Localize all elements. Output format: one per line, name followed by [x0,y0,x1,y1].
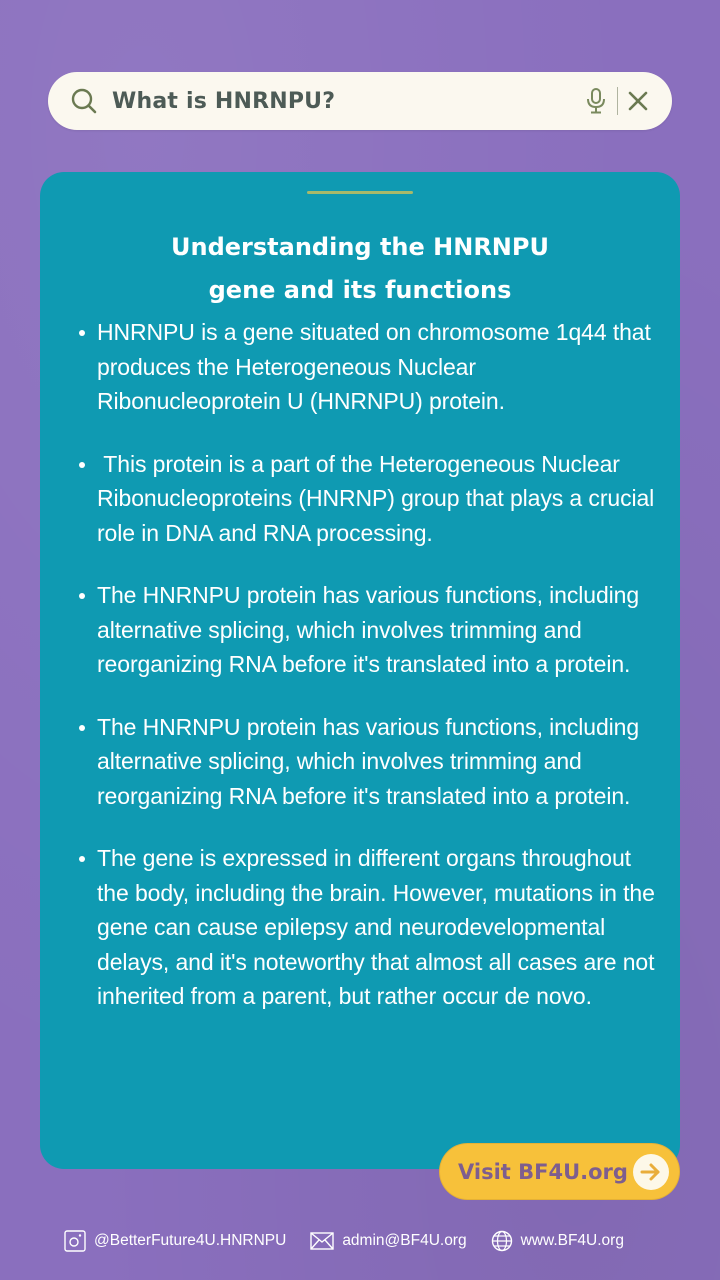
visit-button-label: Visit BF4U.org [458,1159,628,1184]
search-bar[interactable] [48,72,672,130]
close-icon[interactable] [626,89,650,113]
search-divider [617,87,618,115]
bullet-dot-icon [79,593,85,599]
instagram-icon [64,1230,86,1252]
mail-icon [310,1232,334,1250]
bullet-text: The gene is expressed in different organs throughout the body, including the brain. However, mutations in the gene can cause epilepsy and neurodevelopmental delays, and it's noteworthy that almost all cases are not inherited from a parent, but rather occur de novo. [97,845,655,1009]
bullet-list [76,315,661,1042]
bullet-item [76,578,658,682]
bullet-item [76,841,658,1014]
email-address: admin@BF4U.org [342,1232,467,1249]
card-title-line2: gene and its functions [208,276,512,304]
footer-website[interactable] [491,1230,624,1252]
search-query[interactable]: What is HNRNPU? [112,88,336,114]
bullet-text: This protein is a part of the Heterogeneous Nuclear Ribonucleoproteins (HNRNP) group that plays a crucial role in DNA and RNA processing. [97,450,661,546]
footer-email[interactable] [310,1232,466,1250]
bullet-text: HNRNPU is a gene situated on chromosome 1q44 that produces the Heterogeneous Nuclear Ribonucleoprotein U (HNRNPU) protein. [97,319,651,414]
footer-instagram[interactable] [64,1230,286,1252]
accent-divider [307,191,413,194]
bullet-item [76,710,658,814]
bullet-dot-icon [79,330,85,336]
bullet-dot-icon [79,725,85,731]
bullet-text: The HNRNPU protein has various functions, including alternative splicing, which involves trimming and reorganizing RNA before it's translated into a protein. [97,713,640,809]
bullet-item [76,447,661,551]
microphone-icon[interactable] [585,87,607,115]
instagram-handle: @BetterFuture4U.HNRNPU [94,1232,287,1249]
footer [64,1228,624,1254]
bullet-dot-icon [79,462,85,468]
card-title-line1: Understanding the HNRNPU [171,233,549,261]
bullet-item [76,315,658,419]
visit-website-button[interactable] [439,1143,680,1200]
globe-icon [491,1230,513,1252]
info-card [40,172,680,1169]
arrow-right-icon [633,1154,669,1190]
website-url: www.BF4U.org [520,1232,624,1249]
card-title [40,226,680,312]
search-icon[interactable] [70,87,98,115]
bullet-dot-icon [79,856,85,862]
bullet-text: The HNRNPU protein has various functions, including alternative splicing, which involves trimming and reorganizing RNA before it's translated into a protein. [97,582,640,677]
